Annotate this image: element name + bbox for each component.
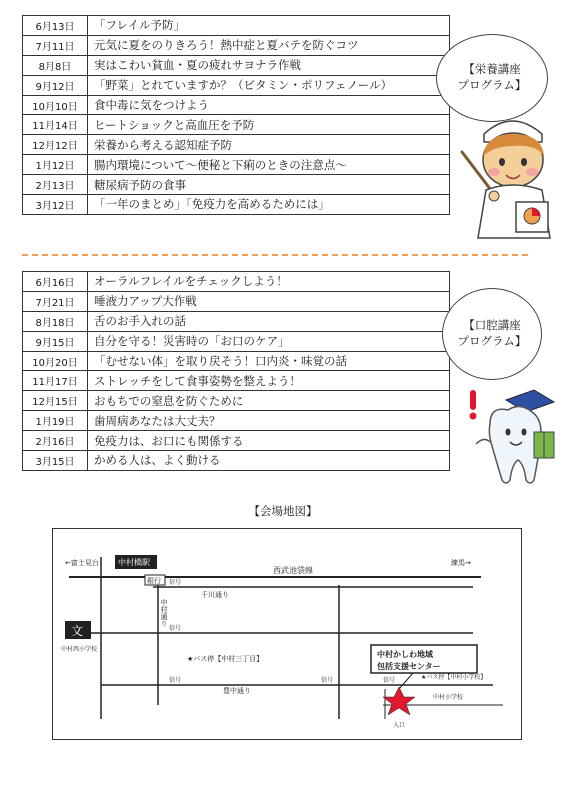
session-date: 11月14日 xyxy=(23,115,88,135)
nakamura-school-label: 中村小学校 xyxy=(433,694,464,701)
nakamura-west-school-label: 中村西小学校 xyxy=(61,646,98,653)
schedule-row xyxy=(23,115,450,135)
session-date: 12月15日 xyxy=(23,391,88,411)
session-date: 2月13日 xyxy=(23,175,88,195)
signal-label: 信号 xyxy=(321,677,334,684)
schedule-row xyxy=(23,175,450,195)
session-title: 実はこわい貧血・夏の疲れサヨナラ作戦 xyxy=(88,55,450,75)
session-title: 元気に夏をのりきろう！熱中症と夏バテを防ぐコツ xyxy=(88,35,450,55)
nakamura-street-label: 中村通り xyxy=(160,599,168,627)
session-date: 10月10日 xyxy=(23,95,88,115)
bubble-line: 【口腔講座 xyxy=(463,318,521,332)
schedule-row xyxy=(23,75,450,95)
session-title: おもちでの窒息を防ぐために xyxy=(88,391,450,411)
entrance-label: 入口 xyxy=(393,722,406,729)
map-title: 【会場地図】 xyxy=(248,504,318,518)
center-name-line1: 中村かしわ地域 xyxy=(377,650,433,659)
session-title: 「フレイル予防」 xyxy=(88,16,450,36)
railway-name: 西武池袋線 xyxy=(273,566,313,575)
session-title: 唾液力アップ大作戦 xyxy=(88,291,450,311)
session-title: オーラルフレイルをチェックしよう！ xyxy=(88,272,450,292)
signal-label: 信号 xyxy=(169,579,182,586)
schedule-row xyxy=(23,451,450,471)
venue-map xyxy=(52,528,522,740)
schedule-row xyxy=(23,195,450,215)
nutritionist-illustration xyxy=(456,112,560,240)
session-date: 8月18日 xyxy=(23,311,88,331)
bubble-line: プログラム】 xyxy=(457,334,527,348)
session-title: 自分を守る！災害時の「お口のケア」 xyxy=(88,331,450,351)
oral-schedule-table xyxy=(22,271,450,471)
schedule-row xyxy=(23,411,450,431)
session-title: 舌のお手入れの話 xyxy=(88,311,450,331)
signal-label: 信号 xyxy=(383,677,396,684)
senkawa-street-label: 千川通り xyxy=(201,591,229,599)
bubble-line: 【栄養講座 xyxy=(463,62,521,76)
schedule-row xyxy=(23,155,450,175)
tooth-illustration xyxy=(460,384,556,488)
session-title: 「一年のまとめ」「免疫力を高めるためには」 xyxy=(88,195,450,215)
schedule-row xyxy=(23,351,450,371)
schedule-row xyxy=(23,16,450,36)
bank-label: 銀行 xyxy=(147,577,161,585)
schedule-row xyxy=(23,55,450,75)
session-date: 1月12日 xyxy=(23,155,88,175)
session-title: 腸内環境について〜便秘と下痢のときの注意点〜 xyxy=(88,155,450,175)
session-date: 7月11日 xyxy=(23,35,88,55)
session-date: 8月8日 xyxy=(23,55,88,75)
signal-label: 信号 xyxy=(169,677,182,684)
to-fujimidai-label: ←富士見台 xyxy=(65,559,99,567)
session-title: 歯周病あなたは大丈夫？ xyxy=(88,411,450,431)
oral-program-bubble xyxy=(442,288,542,380)
bus-stop-school: ★バス停【中村小学校】 xyxy=(421,674,487,681)
signal-label: 信号 xyxy=(169,625,182,632)
nutrition-program-bubble xyxy=(436,34,548,122)
session-date: 9月15日 xyxy=(23,331,88,351)
schedule-row xyxy=(23,35,450,55)
schedule-row xyxy=(23,135,450,155)
schedule-row xyxy=(23,431,450,451)
nutrition-schedule-table xyxy=(22,15,450,215)
schedule-row xyxy=(23,331,450,351)
to-nerima-label: 練馬→ xyxy=(451,559,471,567)
session-title: 食中毒に気をつけよう xyxy=(88,95,450,115)
session-date: 11月17日 xyxy=(23,371,88,391)
schedule-row xyxy=(23,291,450,311)
school-mark: 文 xyxy=(71,624,84,638)
schedule-row xyxy=(23,311,450,331)
session-date: 12月12日 xyxy=(23,135,88,155)
session-title: 免疫力は、お口にも関係する xyxy=(88,431,450,451)
schedule-row xyxy=(23,272,450,292)
venue-star-marker xyxy=(383,687,415,715)
session-date: 2月16日 xyxy=(23,431,88,451)
schedule-row xyxy=(23,371,450,391)
session-date: 6月13日 xyxy=(23,16,88,36)
session-title: かめる人は、よく動ける xyxy=(88,451,450,471)
session-date: 6月16日 xyxy=(23,272,88,292)
schedule-row xyxy=(23,391,450,411)
session-date: 7月21日 xyxy=(23,291,88,311)
session-title: ストレッチをして食事姿勢を整えよう！ xyxy=(88,371,450,391)
session-title: ヒートショックと高血圧を予防 xyxy=(88,115,450,135)
session-title: 「むせない体」を取り戻そう！口内炎・味覚の話 xyxy=(88,351,450,371)
session-date: 3月12日 xyxy=(23,195,88,215)
station-name: 中村橋駅 xyxy=(118,558,150,567)
session-date: 10月20日 xyxy=(23,351,88,371)
session-date: 3月15日 xyxy=(23,451,88,471)
session-title: 糖尿病予防の食事 xyxy=(88,175,450,195)
session-date: 1月19日 xyxy=(23,411,88,431)
bus-stop-3chome: ★バス停【中村三丁目】 xyxy=(187,655,264,663)
schedule-row xyxy=(23,95,450,115)
session-title: 「野菜」とれていますか？（ビタミン・ポリフェノール） xyxy=(88,75,450,95)
session-date: 9月12日 xyxy=(23,75,88,95)
center-name-line2: 包括支援センター xyxy=(377,662,441,671)
section-divider xyxy=(22,254,528,256)
toyonaka-street-label: 豊中通り xyxy=(223,687,251,695)
session-title: 栄養から考える認知症予防 xyxy=(88,135,450,155)
bubble-line: プログラム】 xyxy=(457,78,527,92)
